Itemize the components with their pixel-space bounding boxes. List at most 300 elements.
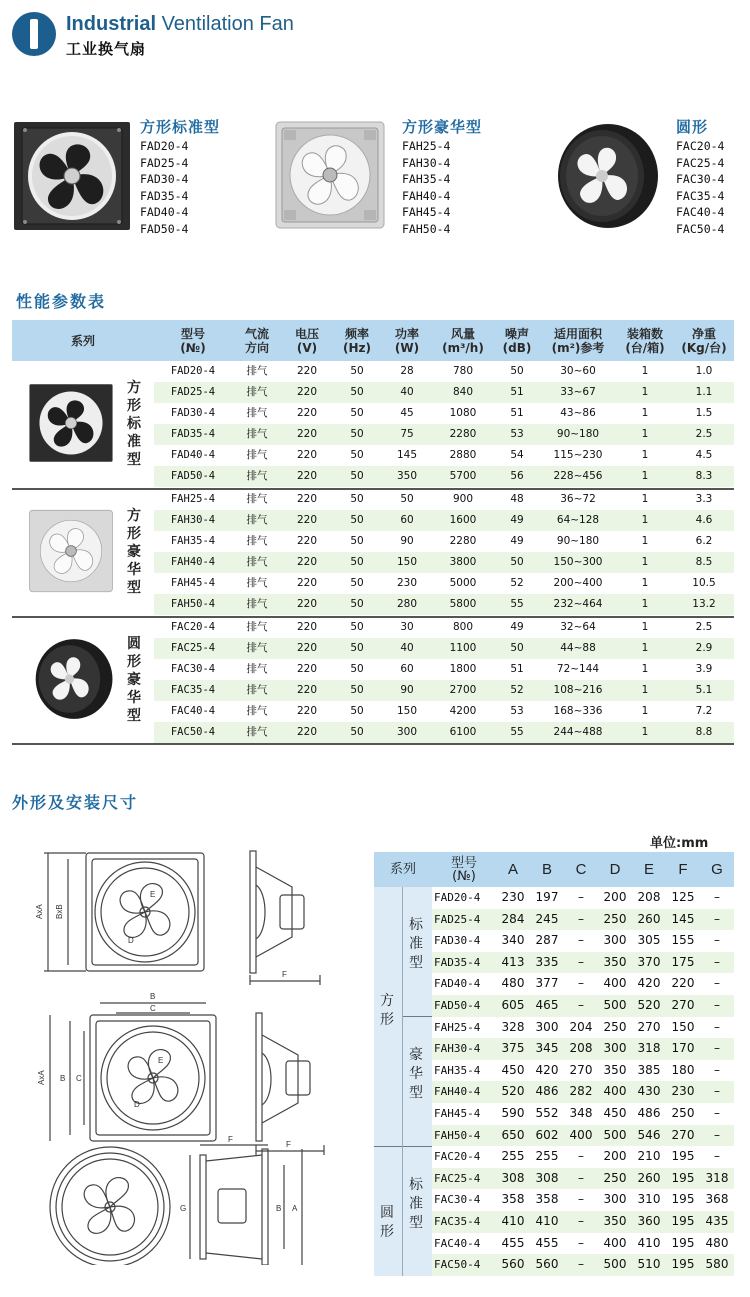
table-cell: 1800 xyxy=(449,663,477,675)
table-cell: 310 xyxy=(637,1192,661,1207)
table-cell: 145 xyxy=(671,911,695,926)
table-cell: 1 xyxy=(641,726,649,738)
table-row xyxy=(432,1103,734,1125)
table-cell: 1.5 xyxy=(695,407,713,419)
square-deluxe-fan-photo-icon xyxy=(274,120,386,230)
table-cell: 排气 xyxy=(246,407,268,419)
table-cell: – xyxy=(714,1041,720,1056)
table-cell: FAC40-4 xyxy=(170,705,216,717)
table-cell: FAC25-4 xyxy=(434,1171,481,1185)
table-cell: 1600 xyxy=(449,514,477,526)
table-cell: 56 xyxy=(510,470,524,482)
table-cell: 2700 xyxy=(449,684,477,696)
table-cell: 55 xyxy=(510,598,524,610)
table-cell: 33~67 xyxy=(560,386,596,398)
table-cell: 220 xyxy=(296,598,318,610)
table-cell: 318 xyxy=(637,1041,661,1056)
table-cell: – xyxy=(714,1127,720,1142)
table-cell: 430 xyxy=(637,1084,661,1099)
table-cell: 150 xyxy=(396,705,418,717)
table-cell: 52 xyxy=(510,577,524,589)
col-power: 功率 (W) xyxy=(394,326,420,355)
table-cell: 510 xyxy=(637,1257,661,1272)
table-cell: 308 xyxy=(501,1170,525,1185)
dcol-g: G xyxy=(711,861,723,878)
table-cell: – xyxy=(578,911,584,926)
table-cell: 605 xyxy=(501,998,525,1012)
table-cell: 3.9 xyxy=(695,663,713,675)
table-cell: 450 xyxy=(501,1062,525,1077)
table-cell: 排气 xyxy=(246,598,268,610)
product-card-fac xyxy=(548,116,738,236)
table-cell: FAH30-4 xyxy=(170,514,216,526)
table-cell: 270 xyxy=(637,1019,661,1034)
table-cell: 2880 xyxy=(449,449,477,461)
table-row xyxy=(12,722,734,743)
col-volume: 风量 (m³/h) xyxy=(442,326,484,355)
table-cell: 300 xyxy=(535,1019,559,1034)
table-cell: 560 xyxy=(535,1257,559,1272)
table-cell: 10.5 xyxy=(692,577,716,589)
table-cell: 90 xyxy=(400,684,414,696)
table-cell: 410 xyxy=(637,1235,661,1250)
table-cell: 50 xyxy=(350,726,364,738)
table-cell: 6100 xyxy=(449,726,477,738)
table-row xyxy=(12,680,734,701)
table-cell: 145 xyxy=(396,449,418,461)
table-cell: 8.3 xyxy=(695,470,713,482)
table-cell: 50 xyxy=(350,598,364,610)
table-cell: 208 xyxy=(569,1041,593,1056)
table-cell: 220 xyxy=(296,407,318,419)
table-cell: 377 xyxy=(535,976,559,991)
table-cell: 318 xyxy=(705,1170,729,1185)
table-cell: 49 xyxy=(510,514,524,526)
table-cell: 30~60 xyxy=(560,365,596,377)
table-cell: 54 xyxy=(510,449,524,461)
table-cell: 486 xyxy=(535,1084,559,1099)
label-f: F xyxy=(282,970,287,979)
dcol-d: D xyxy=(609,861,621,878)
table-cell: 602 xyxy=(535,1127,559,1142)
table-cell: 220 xyxy=(296,705,318,717)
table-cell: 385 xyxy=(637,1062,661,1077)
table-cell: 220 xyxy=(671,976,695,991)
table-cell: 520 xyxy=(637,998,661,1012)
table-cell: FAD30-4 xyxy=(170,407,216,419)
product-card-fah xyxy=(274,116,514,236)
table-cell: 3.3 xyxy=(695,493,713,505)
table-cell: 300 xyxy=(603,1041,627,1056)
table-cell: 350 xyxy=(603,954,627,969)
table-cell: 13.2 xyxy=(692,598,716,610)
table-cell: 480 xyxy=(501,976,525,991)
table-row xyxy=(12,382,734,403)
table-cell: 250 xyxy=(671,1106,695,1120)
table-cell: 30 xyxy=(400,621,414,633)
label-e-2: E xyxy=(158,1056,164,1065)
table-cell: 排气 xyxy=(246,621,268,633)
table-cell: FAH45-4 xyxy=(170,577,216,589)
table-cell: 195 xyxy=(671,1214,695,1228)
table-cell: 335 xyxy=(535,954,559,969)
dimension-table xyxy=(374,852,734,1276)
table-cell: 50 xyxy=(350,621,364,633)
col-noise: 噪声 (dB) xyxy=(502,326,532,355)
table-row xyxy=(12,510,734,531)
table-cell: 2280 xyxy=(449,428,477,440)
table-cell: 435 xyxy=(705,1214,729,1228)
table-row xyxy=(432,1146,734,1168)
table-cell: 排气 xyxy=(246,449,268,461)
table-cell: 排气 xyxy=(246,493,268,505)
table-cell: FAH30-4 xyxy=(434,1042,481,1056)
table-cell: 5800 xyxy=(449,598,477,610)
label-g: G xyxy=(180,1204,187,1213)
table-cell: – xyxy=(714,1084,720,1099)
table-cell: 195 xyxy=(671,1192,695,1207)
table-cell: 590 xyxy=(501,1106,525,1120)
table-row xyxy=(12,701,734,722)
table-cell: FAH35-4 xyxy=(170,535,216,547)
table-cell: 210 xyxy=(637,1149,661,1164)
table-cell: – xyxy=(578,998,584,1012)
table-cell: 排气 xyxy=(246,577,268,589)
table-cell: 197 xyxy=(535,890,559,904)
table-cell: 195 xyxy=(671,1149,695,1164)
unit-label: 单位:mm xyxy=(650,836,709,851)
dim-group-label: 豪 华 型 xyxy=(409,1047,423,1101)
square-deluxe-fan-thumb-icon xyxy=(28,508,114,594)
table-row xyxy=(12,445,734,466)
table-cell: 220 xyxy=(296,449,318,461)
product-card-fad xyxy=(12,116,252,236)
table-cell: – xyxy=(714,911,720,926)
table-cell: FAC20-4 xyxy=(170,621,216,633)
table-cell: 排气 xyxy=(246,470,268,482)
table-row xyxy=(432,909,734,931)
table-cell: 1 xyxy=(641,470,649,482)
table-cell: 552 xyxy=(535,1106,559,1120)
table-cell: 44~88 xyxy=(560,642,596,654)
table-row xyxy=(432,1017,734,1039)
table-cell: 375 xyxy=(501,1041,525,1056)
table-cell: 350 xyxy=(396,470,418,482)
table-cell: 255 xyxy=(535,1149,559,1164)
table-cell: FAH40-4 xyxy=(434,1085,481,1099)
table-cell: 64~128 xyxy=(556,514,600,526)
table-cell: 50 xyxy=(400,493,414,505)
table-cell: FAD40-4 xyxy=(170,449,216,461)
table-cell: – xyxy=(578,1257,584,1272)
table-row xyxy=(432,995,734,1017)
table-cell: 2.5 xyxy=(695,621,713,633)
table-cell: 1 xyxy=(641,556,649,568)
table-cell: – xyxy=(714,954,720,969)
table-cell: 900 xyxy=(452,493,474,505)
label-axa: AxA xyxy=(35,904,44,919)
table-cell: – xyxy=(714,890,720,904)
col-series: 系列 xyxy=(70,333,95,348)
table-cell: 168~336 xyxy=(553,705,603,717)
table-cell: – xyxy=(578,1149,584,1164)
table-cell: 305 xyxy=(637,933,661,948)
table-cell: 486 xyxy=(637,1106,661,1120)
table-cell: 90~180 xyxy=(556,428,600,440)
dimension-table-header xyxy=(374,852,734,887)
table-cell: 1 xyxy=(641,493,649,505)
table-cell: 5.1 xyxy=(695,684,713,696)
table-cell: 108~216 xyxy=(553,684,603,696)
table-cell: 72~144 xyxy=(556,663,600,675)
product-name: 方形豪华型 xyxy=(402,118,483,136)
table-cell: 50 xyxy=(350,535,364,547)
label-c: C xyxy=(150,1004,156,1013)
table-cell: 208 xyxy=(637,890,661,904)
table-cell: 400 xyxy=(603,1084,627,1099)
table-cell: 300 xyxy=(603,1192,627,1207)
dim-group-label: 标 准 型 xyxy=(409,917,423,971)
table-cell: 50 xyxy=(350,556,364,568)
dcol-e: E xyxy=(643,861,654,878)
table-row xyxy=(432,952,734,974)
label-f-2: F xyxy=(286,1140,291,1149)
table-cell: FAC40-4 xyxy=(434,1236,481,1250)
table-row xyxy=(12,594,734,615)
product-model-list: FAC20-4 FAC25-4 FAC30-4 FAC35-4 FAC40-4 FAC50-4 xyxy=(676,139,725,236)
table-row xyxy=(432,1038,734,1060)
table-cell: 2.9 xyxy=(695,642,713,654)
table-cell: 5000 xyxy=(449,577,477,589)
dcol-series: 系列 xyxy=(389,862,416,877)
table-cell: 345 xyxy=(535,1041,559,1056)
table-cell: 220 xyxy=(296,535,318,547)
table-cell: 328 xyxy=(501,1019,525,1034)
table-cell: 1.1 xyxy=(695,386,713,398)
table-cell: 2.5 xyxy=(695,428,713,440)
table-cell: – xyxy=(578,1214,584,1228)
table-cell: 45 xyxy=(400,407,414,419)
col-pack: 装箱数 (台/箱) xyxy=(625,326,665,355)
table-cell: 50 xyxy=(350,684,364,696)
table-row xyxy=(432,1125,734,1147)
table-cell: 348 xyxy=(569,1106,593,1120)
label-b-2: B xyxy=(60,1074,66,1083)
series-label: 方 形 标 准 型 xyxy=(127,380,141,468)
table-cell: FAC50-4 xyxy=(434,1258,481,1272)
table-row xyxy=(12,403,734,424)
table-cell: 51 xyxy=(510,663,524,675)
table-cell: 1 xyxy=(641,365,649,377)
label-e: E xyxy=(150,890,156,899)
table-cell: 50 xyxy=(350,642,364,654)
table-cell: – xyxy=(578,1170,584,1185)
label-axa-2: AxA xyxy=(37,1070,46,1085)
table-cell: FAC35-4 xyxy=(434,1215,481,1228)
table-cell: 排气 xyxy=(246,705,268,717)
table-cell: 50 xyxy=(350,705,364,717)
table-cell: 195 xyxy=(671,1170,695,1185)
table-cell: 840 xyxy=(452,386,474,398)
table-cell: 358 xyxy=(501,1192,525,1207)
table-cell: 220 xyxy=(296,642,318,654)
dim-outer-label-square: 方 形 xyxy=(380,993,394,1028)
table-cell: 260 xyxy=(637,911,661,926)
table-cell: 1 xyxy=(641,642,649,654)
table-row xyxy=(12,638,734,659)
performance-table-header xyxy=(12,320,734,361)
table-cell: 155 xyxy=(671,933,695,948)
col-voltage: 电压 (V) xyxy=(294,326,319,355)
table-cell: FAD25-4 xyxy=(170,386,216,398)
table-cell: FAH50-4 xyxy=(170,598,216,610)
brand-logo-icon xyxy=(12,12,56,56)
table-cell: – xyxy=(714,1062,720,1077)
table-cell: 358 xyxy=(535,1192,559,1207)
table-cell: 300 xyxy=(603,933,627,948)
page-header xyxy=(12,10,412,60)
table-cell: 220 xyxy=(296,726,318,738)
table-cell: 270 xyxy=(671,1127,695,1142)
label-d: D xyxy=(128,936,134,945)
table-cell: 230 xyxy=(396,577,418,589)
table-cell: 排气 xyxy=(246,663,268,675)
table-cell: 150 xyxy=(671,1019,695,1034)
series-label: 圆 形 豪 华 型 xyxy=(127,636,141,724)
table-cell: FAH40-4 xyxy=(170,556,216,568)
table-cell: 51 xyxy=(510,386,524,398)
table-cell: 排气 xyxy=(246,428,268,440)
table-cell: 1100 xyxy=(449,642,477,654)
table-cell: 8.8 xyxy=(695,726,713,738)
table-cell: FAH50-4 xyxy=(434,1128,481,1142)
table-cell: 排气 xyxy=(246,514,268,526)
table-cell: 50 xyxy=(350,493,364,505)
dcol-a: A xyxy=(507,861,518,878)
table-cell: 53 xyxy=(510,428,524,440)
table-cell: 170 xyxy=(671,1041,695,1056)
table-cell: 90~180 xyxy=(556,535,600,547)
table-row xyxy=(432,1211,734,1233)
table-cell: – xyxy=(578,933,584,948)
dims-section-title: 外形及安装尺寸 xyxy=(12,793,139,812)
table-row xyxy=(12,424,734,445)
dcol-b: B xyxy=(541,861,552,878)
table-cell: 220 xyxy=(296,365,318,377)
table-cell: 250 xyxy=(603,911,627,926)
dcol-c: C xyxy=(575,861,587,878)
table-cell: 245 xyxy=(535,911,559,926)
table-cell: 350 xyxy=(603,1214,627,1228)
table-cell: FAD40-4 xyxy=(434,977,481,991)
label-c-2: C xyxy=(76,1074,82,1083)
table-cell: 8.5 xyxy=(695,556,713,568)
table-cell: 50 xyxy=(350,449,364,461)
table-cell: 1 xyxy=(641,428,649,440)
table-cell: FAC50-4 xyxy=(170,726,216,738)
table-cell: 230 xyxy=(501,890,525,904)
table-cell: 1 xyxy=(641,407,649,419)
table-cell: FAC20-4 xyxy=(434,1150,481,1164)
table-row xyxy=(12,552,734,573)
table-cell: 3800 xyxy=(449,556,477,568)
col-frequency: 频率 (Hz) xyxy=(343,326,371,355)
table-cell: 270 xyxy=(671,998,695,1012)
table-row xyxy=(12,489,734,510)
table-cell: 60 xyxy=(400,514,414,526)
table-cell: 60 xyxy=(400,663,414,675)
table-row xyxy=(432,1060,734,1082)
table-row xyxy=(432,973,734,995)
table-row xyxy=(432,887,734,909)
table-row xyxy=(12,659,734,680)
table-cell: 55 xyxy=(510,726,524,738)
table-cell: – xyxy=(578,890,584,904)
table-cell: – xyxy=(578,1235,584,1250)
table-cell: – xyxy=(714,1106,720,1120)
table-cell: 50 xyxy=(350,470,364,482)
square-standard-fan-thumb-icon xyxy=(28,380,114,466)
label-d-2: D xyxy=(134,1100,140,1109)
table-cell: 排气 xyxy=(246,684,268,696)
table-cell: 255 xyxy=(501,1149,525,1164)
table-cell: 48 xyxy=(510,493,524,505)
dim-group-label: 标 准 型 xyxy=(409,1177,423,1231)
table-cell: 5700 xyxy=(449,470,477,482)
table-cell: – xyxy=(714,1019,720,1034)
table-cell: 250 xyxy=(603,1019,627,1034)
table-cell: – xyxy=(714,976,720,991)
table-cell: 1 xyxy=(641,449,649,461)
table-cell: 220 xyxy=(296,428,318,440)
table-cell: 500 xyxy=(603,1257,627,1272)
table-cell: 230 xyxy=(671,1084,695,1099)
table-cell: 308 xyxy=(535,1170,559,1185)
divider xyxy=(402,887,403,1276)
table-cell: 排气 xyxy=(246,726,268,738)
installation-drawings xyxy=(30,845,370,1265)
table-cell: 400 xyxy=(603,976,627,991)
product-name: 方形标准型 xyxy=(140,118,221,136)
table-cell: 50 xyxy=(510,365,524,377)
table-cell: FAD20-4 xyxy=(170,365,216,377)
round-fan-thumb-icon xyxy=(26,636,116,722)
label-bxb: BxB xyxy=(55,904,64,919)
table-cell: 1 xyxy=(641,621,649,633)
table-cell: 220 xyxy=(296,556,318,568)
table-cell: 284 xyxy=(501,911,525,926)
table-cell: 220 xyxy=(296,663,318,675)
table-row xyxy=(12,531,734,552)
col-weight: 净重 (Kg/台) xyxy=(681,326,727,355)
table-cell: 300 xyxy=(396,726,418,738)
table-cell: 49 xyxy=(510,535,524,547)
table-cell: 350 xyxy=(603,1062,627,1077)
table-cell: 4.6 xyxy=(695,514,713,526)
table-cell: 50 xyxy=(510,642,524,654)
table-cell: 228~456 xyxy=(553,470,603,482)
table-cell: 410 xyxy=(501,1214,525,1228)
table-cell: FAH25-4 xyxy=(170,493,216,505)
table-cell: 7.2 xyxy=(695,705,713,717)
table-cell: 220 xyxy=(296,684,318,696)
table-cell: 220 xyxy=(296,577,318,589)
table-cell: 400 xyxy=(603,1235,627,1250)
table-cell: 250 xyxy=(603,1170,627,1185)
table-cell: FAD35-4 xyxy=(434,955,481,969)
table-cell: 220 xyxy=(296,493,318,505)
divider xyxy=(374,1146,432,1147)
